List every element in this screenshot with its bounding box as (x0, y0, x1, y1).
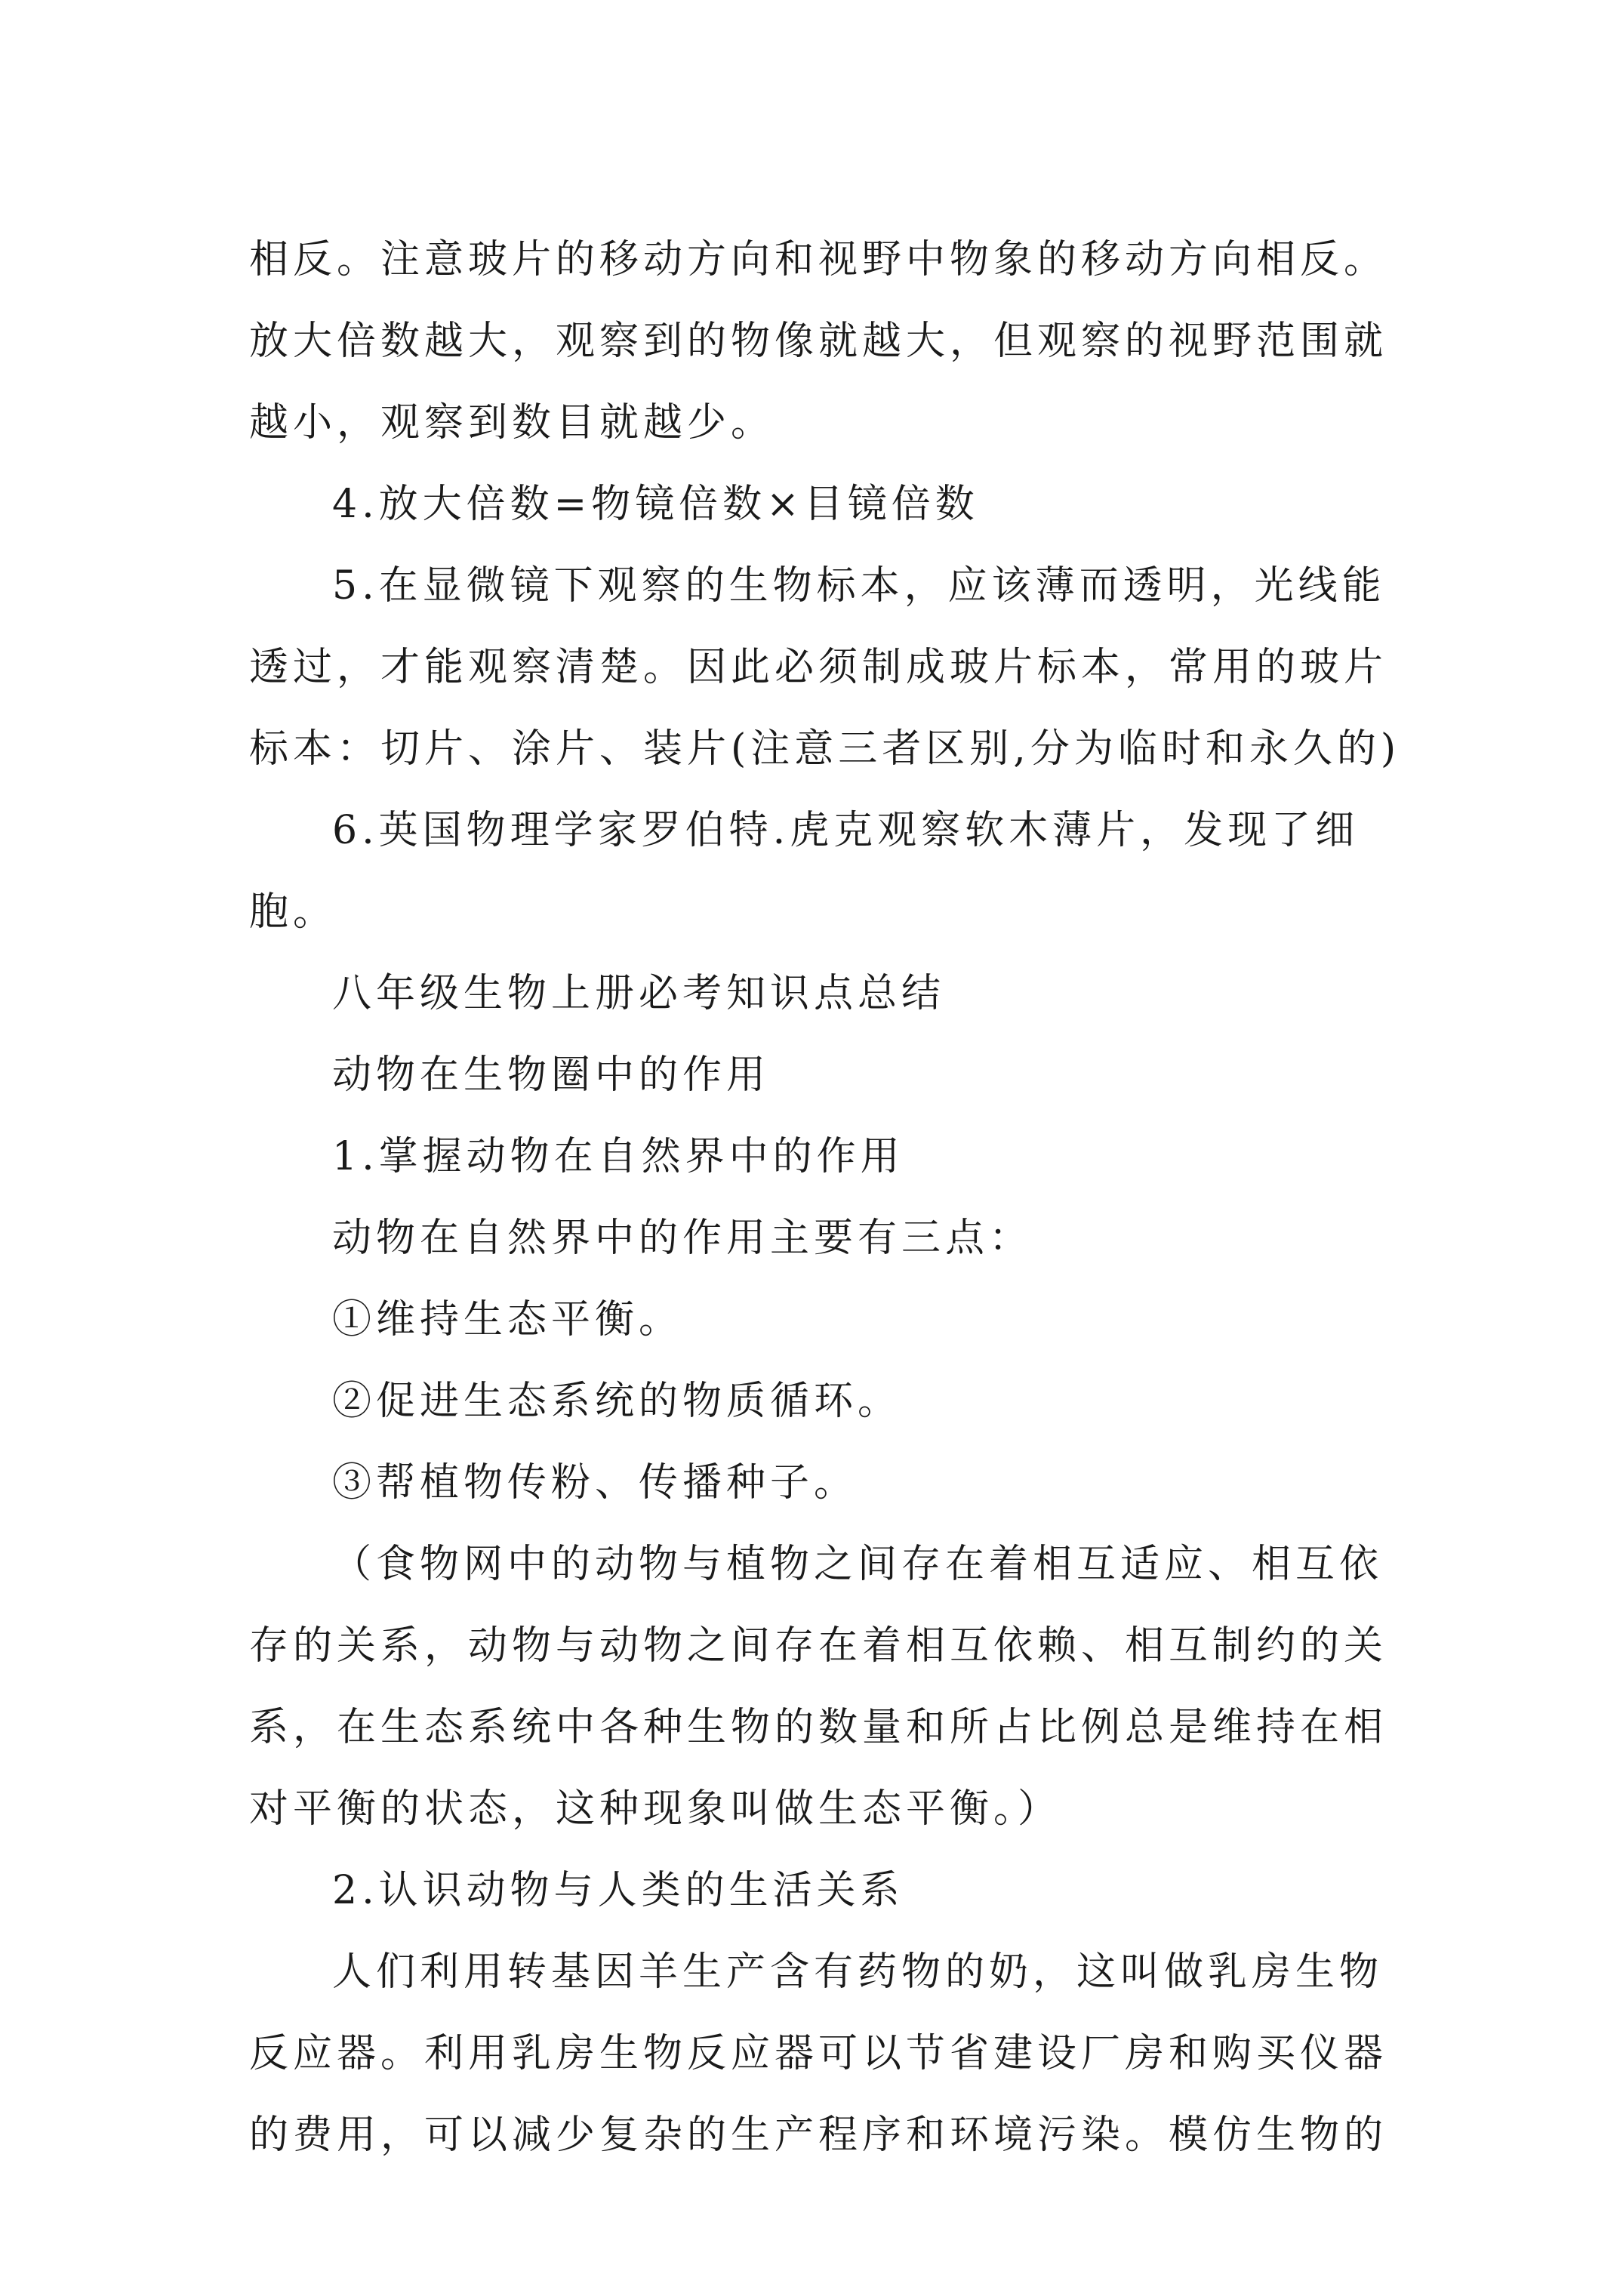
text-line: 系，在生态系统中各种生物的数量和所占比例总是维持在相 (249, 1705, 1388, 1750)
text-line: 越小，观察到数目就越少。 (249, 400, 775, 445)
list-item: ①维持生态平衡。 (332, 1297, 683, 1342)
body-text (249, 219, 1401, 2176)
section-heading: 八年级生物上册必考知识点总结 (332, 971, 946, 1016)
subsection-heading: 动物在生物圈中的作用 (332, 1052, 771, 1098)
text-line: 4.放大倍数=物镜倍数×目镜倍数 (332, 482, 979, 527)
text-line: 胞。 (249, 889, 337, 935)
text-line: （食物网中的动物与植物之间存在着相互适应、相互依 (332, 1542, 1384, 1587)
text-line: 的费用，可以减少复杂的生产程序和环境污染。模仿生物的 (249, 2113, 1388, 2158)
text-line: 6.英国物理学家罗伯特.虎克观察软木薄片，发现了细 (332, 808, 1360, 853)
text-line: 标本：切片、涂片、装片(注意三者区别,分为临时和永久的) (249, 726, 1401, 772)
text-line: 1.掌握动物在自然界中的作用 (332, 1134, 904, 1179)
text-line: 透过，才能观察清楚。因此必须制成玻片标本，常用的玻片 (249, 645, 1388, 690)
text-line: 放大倍数越大，观察到的物像就越大，但观察的视野范围就 (249, 319, 1388, 364)
list-item: ②促进生态系统的物质循环。 (332, 1379, 902, 1424)
text-line: 2.认识动物与人类的生活关系 (332, 1868, 904, 1913)
text-line: 动物在自然界中的作用主要有三点： (332, 1216, 1033, 1261)
text-line: 5.在显微镜下观察的生物标本，应该薄而透明，光线能 (332, 563, 1386, 609)
text-line: 人们利用转基因羊生产含有药物的奶，这叫做乳房生物 (332, 1949, 1384, 1995)
list-item: ③帮植物传粉、传播种子。 (332, 1460, 858, 1505)
text-line: 存的关系，动物与动物之间存在着相互依赖、相互制约的关 (249, 1623, 1388, 1669)
text-line: 对平衡的状态，这种现象叫做生态平衡。） (249, 1786, 1062, 1832)
text-line: 反应器。利用乳房生物反应器可以节省建设厂房和购买仪器 (249, 2031, 1388, 2076)
text-line: 相反。注意玻片的移动方向和视野中物象的移动方向相反。 (249, 237, 1388, 282)
